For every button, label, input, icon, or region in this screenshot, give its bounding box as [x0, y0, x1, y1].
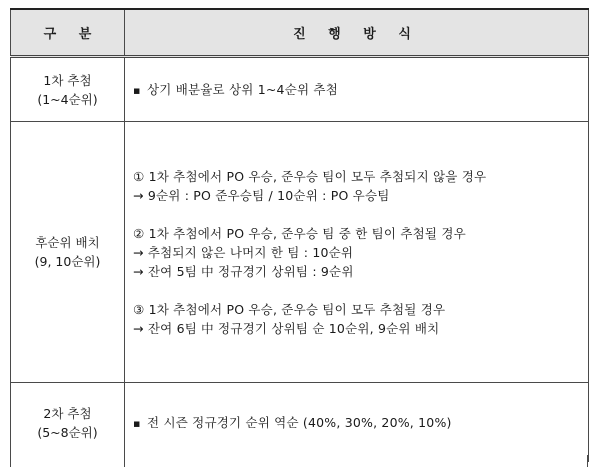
row-method-cell: [125, 383, 589, 463]
row-category-cell: [11, 57, 125, 122]
method-case-2-condition: ② 1차 추첨에서 PO 우승, 준우승 팀 중 한 팀이 추첨될 경우: [133, 225, 466, 241]
row-category-cell: [11, 383, 125, 463]
method-case-2-result-b: → 잔여 5팀 中 정규경기 상위팀 : 9순위: [133, 263, 354, 279]
table-border-continuation-right: [587, 455, 588, 467]
row-category-title: 후순위 배치: [35, 235, 100, 250]
method-bullet-item: ▪ 상기 배분율로 상위 1~4순위 추첨: [133, 80, 588, 100]
table-row: [11, 57, 589, 122]
header-category: 구 분: [11, 9, 125, 57]
row-category-cell: [11, 122, 125, 383]
row-method-cell: [125, 122, 589, 383]
row-method-cell: [125, 57, 589, 122]
draft-rules-table: [10, 8, 589, 462]
row-category-title: 1차 추첨: [43, 72, 92, 88]
table-row: [11, 122, 589, 383]
row-category-range: (9, 10순위): [34, 254, 101, 269]
table-row: [11, 383, 589, 463]
row-category-range: (1~4순위): [37, 91, 98, 107]
table-header-row: [11, 9, 589, 57]
rules-document: [10, 8, 588, 468]
method-case-2-result-a: → 추첨되지 않은 나머지 한 팀 : 10순위: [133, 244, 354, 260]
row-category-range: (5~8순위): [37, 424, 98, 440]
method-case-3-condition: ③ 1차 추첨에서 PO 우승, 준우승 팀이 모두 추첨될 경우: [133, 301, 446, 317]
table-border-continuation-middle: [124, 455, 125, 467]
method-bullet-item: ▪ 전 시즌 정규경기 순위 역순 (40%, 30%, 20%, 10%): [133, 413, 588, 433]
method-case-1-result: → 9순위 : PO 준우승팀 / 10순위 : PO 우승팀: [133, 187, 390, 203]
method-case-3-result: → 잔여 6팀 中 정규경기 상위팀 순 10순위, 9순위 배치: [133, 320, 440, 336]
method-case-1-condition: ① 1차 추첨에서 PO 우승, 준우승 팀이 모두 추첨되지 않을 경우: [133, 168, 487, 184]
table-border-continuation-left: [10, 455, 11, 467]
header-method: 진 행 방 식: [125, 9, 589, 57]
row-category-title: 2차 추첨: [43, 405, 92, 421]
